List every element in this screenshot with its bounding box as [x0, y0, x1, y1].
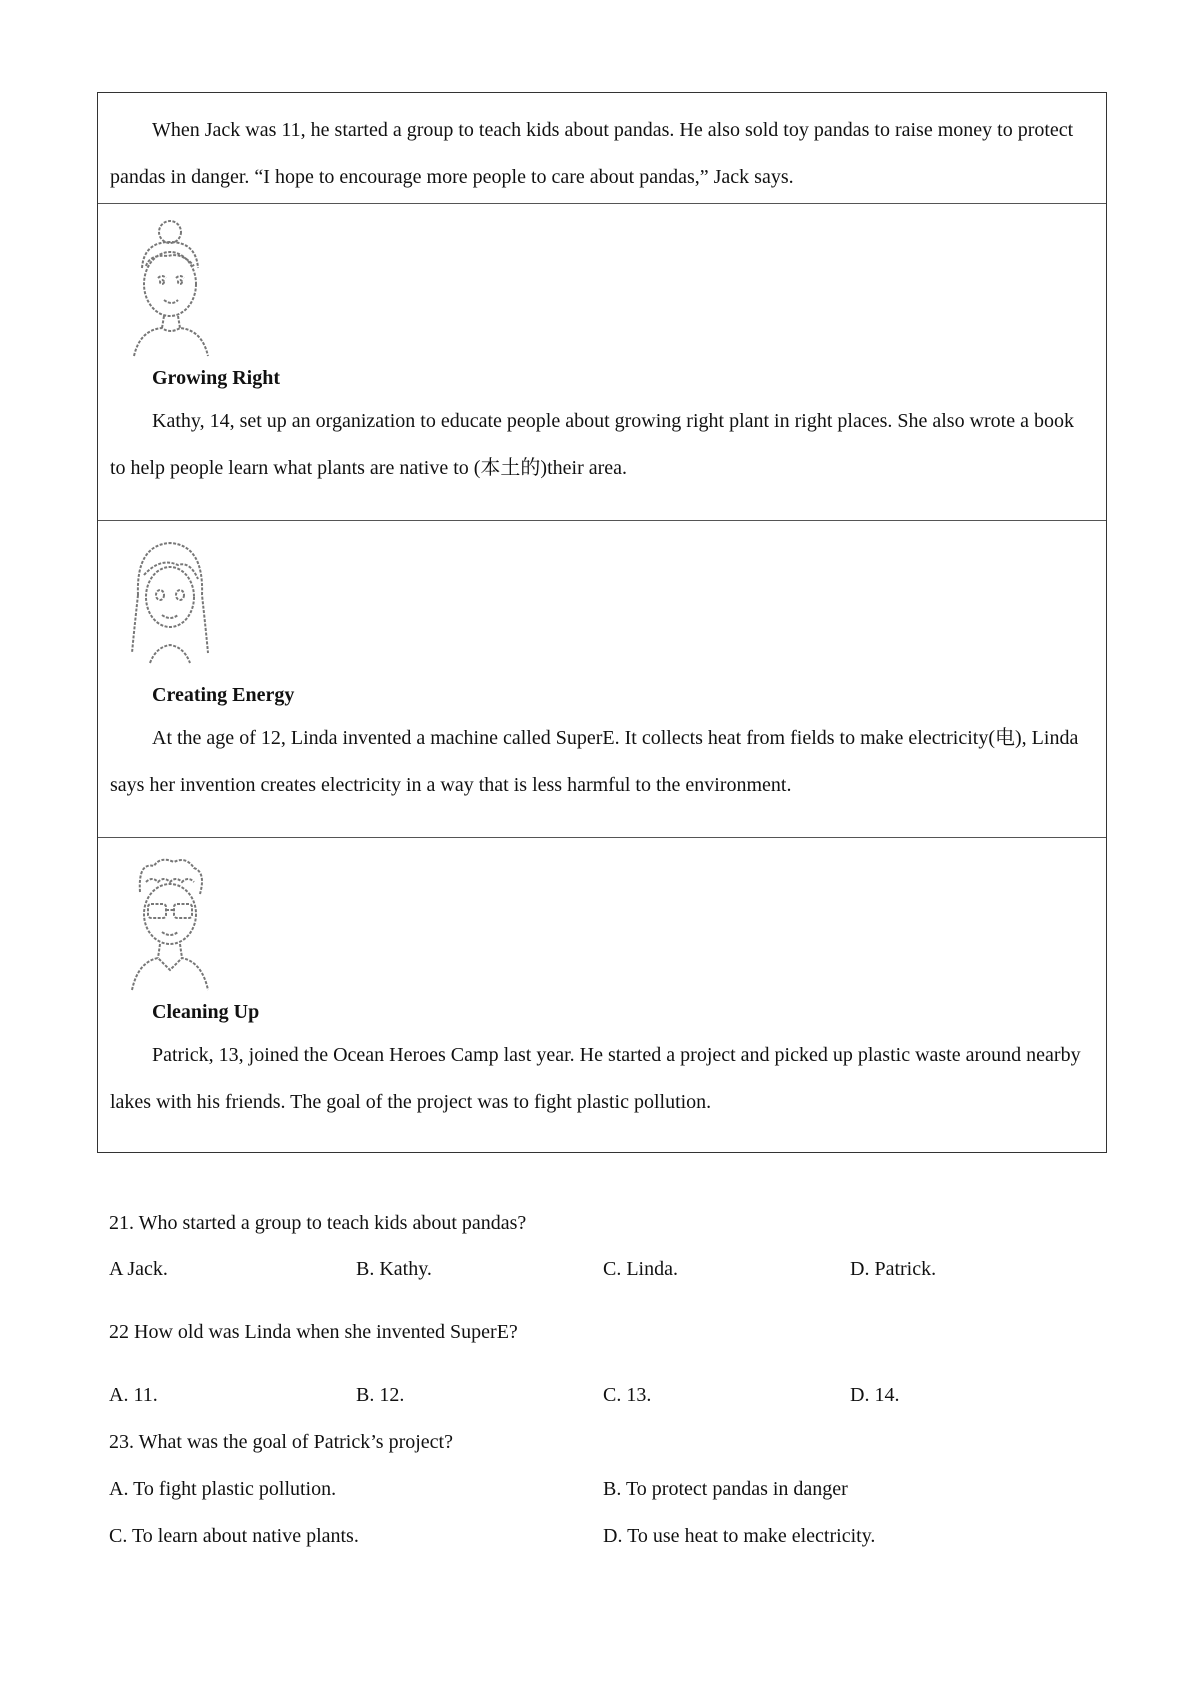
- linda-portrait: [120, 535, 216, 675]
- option-d[interactable]: D. To use heat to make electricity.: [603, 1525, 876, 1547]
- option-a[interactable]: A Jack.: [109, 1258, 168, 1280]
- question-options: [109, 1380, 1099, 1410]
- profile-heading: Cleaning Up: [152, 1001, 260, 1023]
- question-options: [109, 1521, 1099, 1551]
- option-c[interactable]: C. To learn about native plants.: [109, 1525, 359, 1547]
- patrick-portrait: [120, 852, 216, 992]
- question-options: [109, 1254, 1099, 1284]
- question-options: [109, 1474, 1099, 1504]
- option-c[interactable]: C. 13.: [603, 1384, 652, 1406]
- jack-paragraph: When Jack was 11, he started a group to teach kids about pandas. He also sold toy pandas to raise money to protect pandas in danger. “I hope to encourage more people to care about pandas,” Jack says.: [110, 119, 1074, 188]
- option-b[interactable]: B. 12.: [356, 1384, 405, 1406]
- option-c[interactable]: C. Linda.: [603, 1258, 678, 1280]
- profile-paragraph: At the age of 12, Linda invented a machine called SuperE. It collects heat from fields to make electricity(电), Linda says her invention creates electricity in a way that is less harmful to the environment.: [110, 727, 1079, 796]
- article-table: [97, 92, 1107, 1153]
- profile-paragraph: Kathy, 14, set up an organization to educate people about growing right plant in right places. She also wrote a book to help people learn what plants are native to (本土的)their area.: [110, 410, 1074, 479]
- linda-cell: [98, 521, 1106, 838]
- kathy-portrait: [120, 218, 216, 358]
- option-a[interactable]: A. 11.: [109, 1384, 158, 1406]
- profile-paragraph: Patrick, 13, joined the Ocean Heroes Camp last year. He started a project and picked up plastic waste around nearby lakes with his friends. The goal of the project was to fight plastic pollution.: [110, 1044, 1081, 1113]
- questions-section: [109, 1208, 1099, 1551]
- option-d[interactable]: D. 14.: [850, 1384, 900, 1406]
- kathy-cell: [98, 204, 1106, 521]
- option-b[interactable]: B. Kathy.: [356, 1258, 432, 1280]
- option-a[interactable]: A. To fight plastic pollution.: [109, 1478, 337, 1500]
- profile-heading: Growing Right: [152, 367, 280, 389]
- question-stem: 23. What was the goal of Patrick’s project?: [109, 1431, 453, 1453]
- question-stem: 22 How old was Linda when she invented SuperE?: [109, 1321, 518, 1343]
- question-stem: 21. Who started a group to teach kids about pandas?: [109, 1212, 527, 1234]
- jack-cell: [98, 93, 1106, 204]
- option-b[interactable]: B. To protect pandas in danger: [603, 1478, 848, 1500]
- profile-heading: Creating Energy: [152, 684, 295, 706]
- patrick-cell: [98, 838, 1106, 1152]
- option-d[interactable]: D. Patrick.: [850, 1258, 937, 1280]
